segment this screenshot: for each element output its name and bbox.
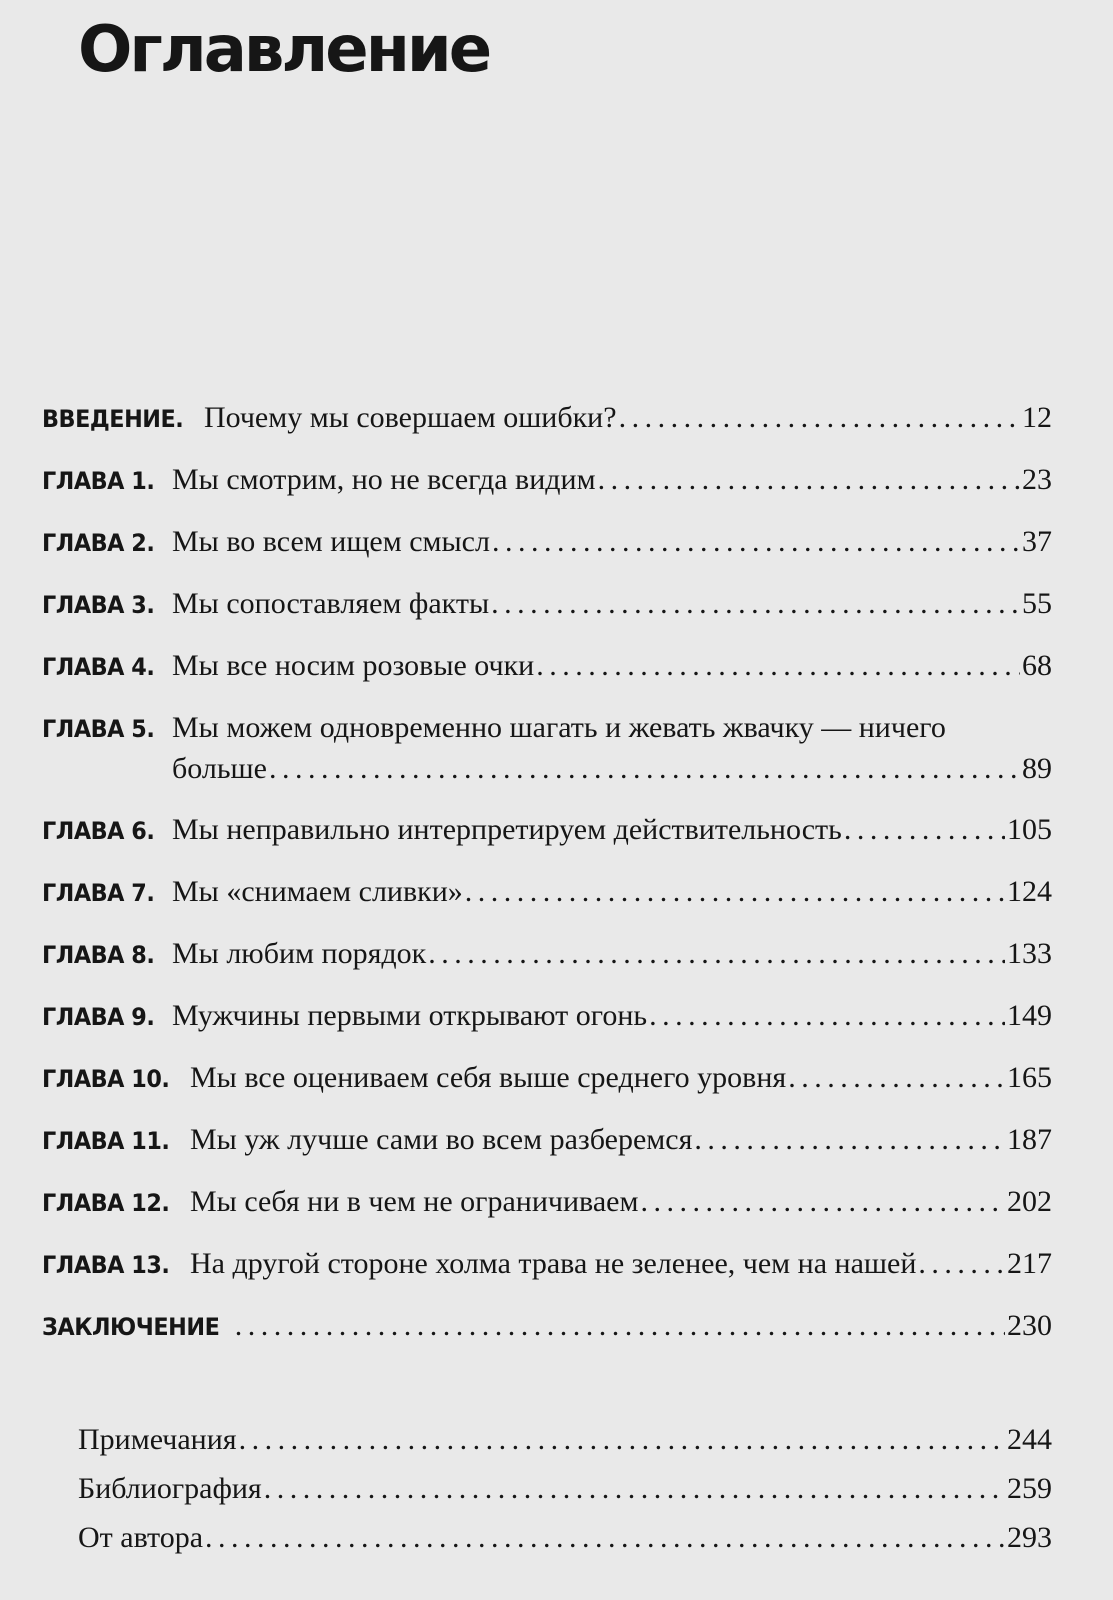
toc-entry-page: 217 <box>1007 1247 1052 1280</box>
toc-entry-page: 187 <box>1007 1123 1052 1156</box>
toc-entry-title: Мы все оцениваем себя выше среднего уровня <box>190 1061 787 1094</box>
toc-entry-chapter-6[interactable] <box>42 810 1052 872</box>
toc-entry-page: 105 <box>1007 813 1052 846</box>
appendix-entry-page: 293 <box>1007 1521 1052 1554</box>
toc-entry-label: ГЛАВА 12. <box>42 1189 170 1217</box>
toc-entry-page: 37 <box>1022 525 1052 558</box>
toc-entry-label: ВВЕДЕНИЕ. <box>42 405 184 433</box>
toc-entry-title: На другой стороне холма трава не зеленее, чем на нашей <box>190 1247 917 1280</box>
toc-entry-label: ГЛАВА 13. <box>42 1251 170 1279</box>
dot-leader <box>205 1518 1005 1558</box>
toc-entry-chapter-13[interactable] <box>42 1244 1052 1306</box>
toc-entry-label: ГЛАВА 3. <box>42 591 155 619</box>
dot-leader <box>694 1120 1005 1160</box>
toc-entry-label: ГЛАВА 9. <box>42 1003 155 1031</box>
toc-entry-page: 149 <box>1007 999 1052 1032</box>
dot-leader <box>598 460 1020 500</box>
appendix-entry-page: 244 <box>1007 1423 1052 1456</box>
toc-entry-title: Мы любим порядок <box>172 937 427 970</box>
toc-entry-title: Мужчины первыми открывают огонь <box>172 999 648 1032</box>
toc-entry-chapter-3[interactable] <box>42 584 1052 646</box>
appendix-list <box>78 1420 1052 1567</box>
toc-entry-chapter-8[interactable] <box>42 934 1052 996</box>
dot-leader <box>264 1469 1005 1509</box>
dot-leader <box>918 1244 1005 1284</box>
toc-entry-label: ГЛАВА 7. <box>42 879 155 907</box>
appendix-entry-title: Примечания <box>78 1423 237 1456</box>
toc-entry-label: ГЛАВА 5. <box>42 715 155 743</box>
toc-entry-chapter-7[interactable] <box>42 872 1052 934</box>
toc-entry-page: 230 <box>1007 1309 1052 1342</box>
toc-entry-chapter-2[interactable] <box>42 522 1052 584</box>
toc-entry-title: Почему мы совершаем ошибки? <box>203 401 617 434</box>
appendix-entry-bibliography[interactable] <box>78 1469 1052 1518</box>
page-title: Оглавление <box>78 13 490 87</box>
toc-entry-label: ГЛАВА 6. <box>42 817 155 845</box>
toc-entry-page: 23 <box>1022 463 1052 496</box>
toc-entry-label: ГЛАВА 1. <box>42 467 155 495</box>
toc-entry-conclusion[interactable] <box>42 1306 1052 1368</box>
toc-entry-chapter-1[interactable] <box>42 460 1052 522</box>
appendix-entry-notes[interactable] <box>78 1420 1052 1469</box>
toc-entry-chapter-9[interactable] <box>42 996 1052 1058</box>
toc-entry-label: ГЛАВА 4. <box>42 653 155 681</box>
toc-entry-title: Мы во всем ищем смысл <box>172 525 490 558</box>
toc-entry-page: 165 <box>1007 1061 1052 1094</box>
toc-entry-chapter-5[interactable] <box>42 708 1052 810</box>
dot-leader <box>491 584 1020 624</box>
toc-entry-title: Мы уж лучше сами во всем разберемся <box>190 1123 693 1156</box>
toc-entry-title: Мы все носим розовые очки <box>172 649 535 682</box>
toc-entry-page: 68 <box>1022 649 1052 682</box>
dot-leader <box>235 1306 1005 1346</box>
toc-entry-title: Мы смотрим, но не всегда видим <box>172 463 596 496</box>
toc-entry-label: ГЛАВА 2. <box>42 529 155 557</box>
toc-entry-page: 133 <box>1007 937 1052 970</box>
appendix-entry-from-author[interactable] <box>78 1518 1052 1567</box>
toc-entry-title: Мы сопоставляем факты <box>172 587 490 620</box>
dot-leader <box>492 522 1020 562</box>
toc-entry-label: ГЛАВА 11. <box>42 1127 170 1155</box>
toc-entry-title-continuation: больше <box>172 752 267 785</box>
dot-leader <box>844 810 1005 850</box>
dot-leader <box>640 1182 1005 1222</box>
dot-leader <box>465 872 1005 912</box>
toc-entry-page: 55 <box>1022 587 1052 620</box>
dot-leader <box>788 1058 1005 1098</box>
toc-entry-page: 12 <box>1022 401 1052 434</box>
toc-entry-label: ГЛАВА 8. <box>42 941 155 969</box>
toc-entry-page: 202 <box>1007 1185 1052 1218</box>
toc-entry-chapter-11[interactable] <box>42 1120 1052 1182</box>
dot-leader <box>536 646 1020 686</box>
toc-entry-label: ГЛАВА 10. <box>42 1065 170 1093</box>
dot-leader <box>428 934 1005 974</box>
table-of-contents <box>42 398 1052 1368</box>
dot-leader <box>619 398 1020 438</box>
toc-entry-chapter-12[interactable] <box>42 1182 1052 1244</box>
appendix-entry-page: 259 <box>1007 1472 1052 1505</box>
toc-entry-page: 89 <box>1022 752 1052 785</box>
toc-entry-intro[interactable] <box>42 398 1052 460</box>
toc-entry-chapter-4[interactable] <box>42 646 1052 708</box>
toc-entry-title: Мы неправильно интерпретируем действительность <box>172 813 842 846</box>
toc-entry-label: ЗАКЛЮЧЕНИЕ <box>42 1313 220 1341</box>
appendix-entry-title: От автора <box>78 1521 204 1554</box>
toc-entry-chapter-10[interactable] <box>42 1058 1052 1120</box>
dot-leader <box>649 996 1005 1036</box>
appendix-entry-title: Библиография <box>78 1472 262 1505</box>
toc-entry-page: 124 <box>1007 875 1052 908</box>
dot-leader <box>269 749 1020 789</box>
toc-entry-title: Мы «снимаем сливки» <box>172 875 463 908</box>
toc-entry-title: Мы себя ни в чем не ограничиваем <box>190 1185 639 1218</box>
toc-entry-title: Мы можем одновременно шагать и жевать жвачку — ничего <box>172 711 946 744</box>
dot-leader <box>239 1420 1005 1460</box>
